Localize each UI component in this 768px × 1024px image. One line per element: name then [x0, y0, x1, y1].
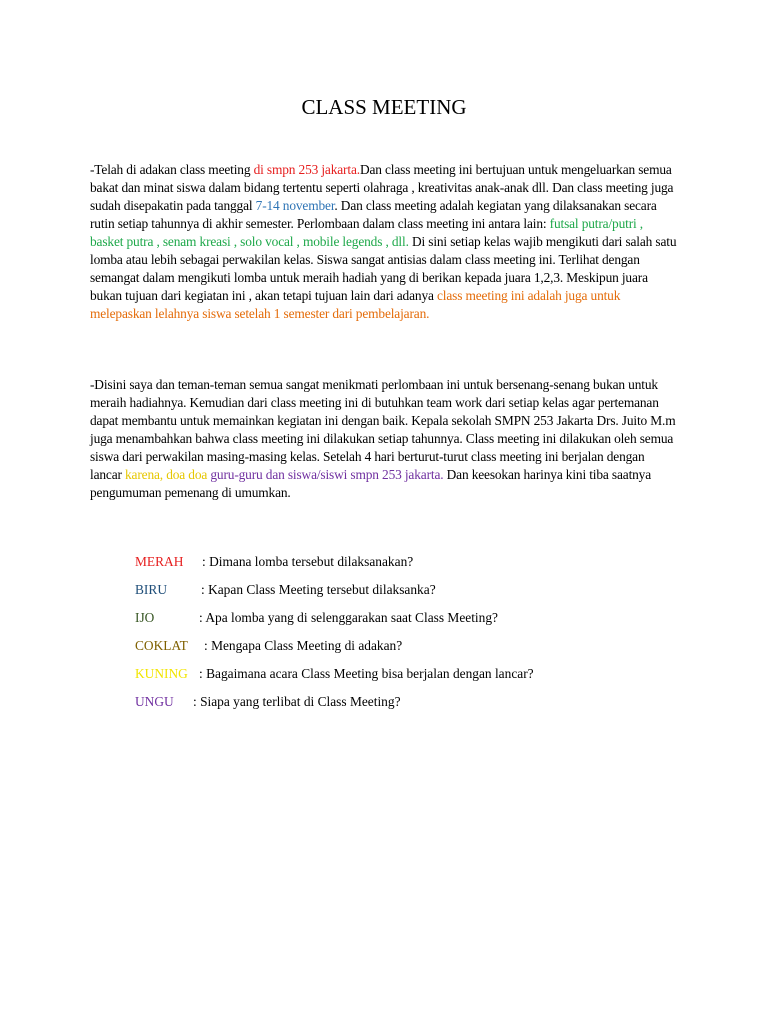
p1-text-4: Di sini setiap kelas wajib mengikuti dari salah satu lomba atau lebih sebagai perwakilan kelas. Siswa sangat antisias dalam class meeting ini. Terlihat dengan semangat dalam mengikuti lomba untuk meraih hadiah yang di berikan kepada juara 1,2,3. Meskipun juara bukan tujuan dari kegiatan ini , akan tetapi tujuan lain dari adanya	[90, 234, 677, 303]
legend-row-ijo	[135, 609, 498, 637]
legend-key-merah: MERAH	[135, 554, 184, 569]
color-legend	[135, 553, 534, 721]
legend-row-merah	[135, 553, 414, 581]
legend-row-biru	[135, 581, 436, 609]
p2-who-highlight: guru-guru dan siswa/siswi smpn 253 jakarta.	[210, 467, 444, 482]
p1-date-highlight: 7-14 november	[255, 198, 335, 213]
legend-key-biru: BIRU	[135, 582, 167, 597]
p1-reason-highlight: class meeting ini adalah juga untuk melepaskan lelahnya siswa setelah 1 semester dari pembelajaran.	[90, 288, 621, 321]
p1-location-highlight: di smpn 253 jakarta.	[253, 162, 360, 177]
legend-question-merah: : Dimana lomba tersebut dilaksanakan?	[202, 554, 414, 569]
legend-key-ijo: IJO	[135, 610, 155, 625]
p2-how-highlight: karena, doa doa	[125, 467, 208, 482]
legend-row-kuning	[135, 665, 534, 693]
p2-text-1: -Disini saya dan teman-teman semua sangat menikmati perlombaan ini untuk bersenang-senang bukan untuk meraih hadiahnya. Kemudian dari class meeting ini di butuhkan team work dari setiap kelas agar pertemanan dapat membantu untuk memainkan kegiatan ini dengan baik. Kepala sekolah SMPN 253 Jakarta Drs. Juito M.m juga menambahkan bahwa class meeting ini dilakukan setiap tahunnya. Class meeting ini dilakukan oleh semua siswa dari perwakilan masing-masing kelas. Setelah 4 hari berturut-turut class meeting ini berjalan dengan lancar	[90, 377, 676, 482]
page-title: CLASS MEETING	[301, 95, 467, 119]
p1-competitions-highlight: futsal putra/putri , basket putra , senam kreasi , solo vocal , mobile legends , dll.	[90, 216, 643, 249]
legend-key-coklat: COKLAT	[135, 638, 188, 653]
paragraph-2	[90, 376, 678, 502]
paragraph-1	[90, 161, 678, 323]
legend-question-ungu: : Siapa yang terlibat di Class Meeting?	[193, 694, 401, 709]
legend-question-biru: : Kapan Class Meeting tersebut dilaksanka?	[201, 582, 436, 597]
p1-text-3: . Dan class meeting adalah kegiatan yang dilaksanakan secara rutin setiap tahunnya di akhir semester. Perlombaan dalam class meeting ini antara lain:	[90, 198, 657, 231]
p2-text-2: Dan keesokan harinya kini tiba saatnya pengumuman pemenang di umumkan.	[90, 467, 652, 500]
legend-row-ungu	[135, 693, 401, 721]
legend-question-kuning: : Bagaimana acara Class Meeting bisa berjalan dengan lancar?	[199, 666, 534, 681]
p1-text-1: -Telah di adakan class meeting	[90, 162, 254, 177]
p1-text-2: Dan class meeting ini bertujuan untuk mengeluarkan semua bakat dan minat siswa dalam bidang tertentu seperti olahraga , kreativitas anak-anak dll. Dan class meeting juga sudah disepakatin pada tanggal	[90, 162, 674, 213]
legend-key-kuning: KUNING	[135, 666, 188, 681]
legend-row-coklat	[135, 637, 403, 665]
legend-question-ijo: : Apa lomba yang di selenggarakan saat Class Meeting?	[199, 610, 498, 625]
legend-question-coklat: : Mengapa Class Meeting di adakan?	[204, 638, 403, 653]
legend-key-ungu: UNGU	[135, 694, 174, 709]
